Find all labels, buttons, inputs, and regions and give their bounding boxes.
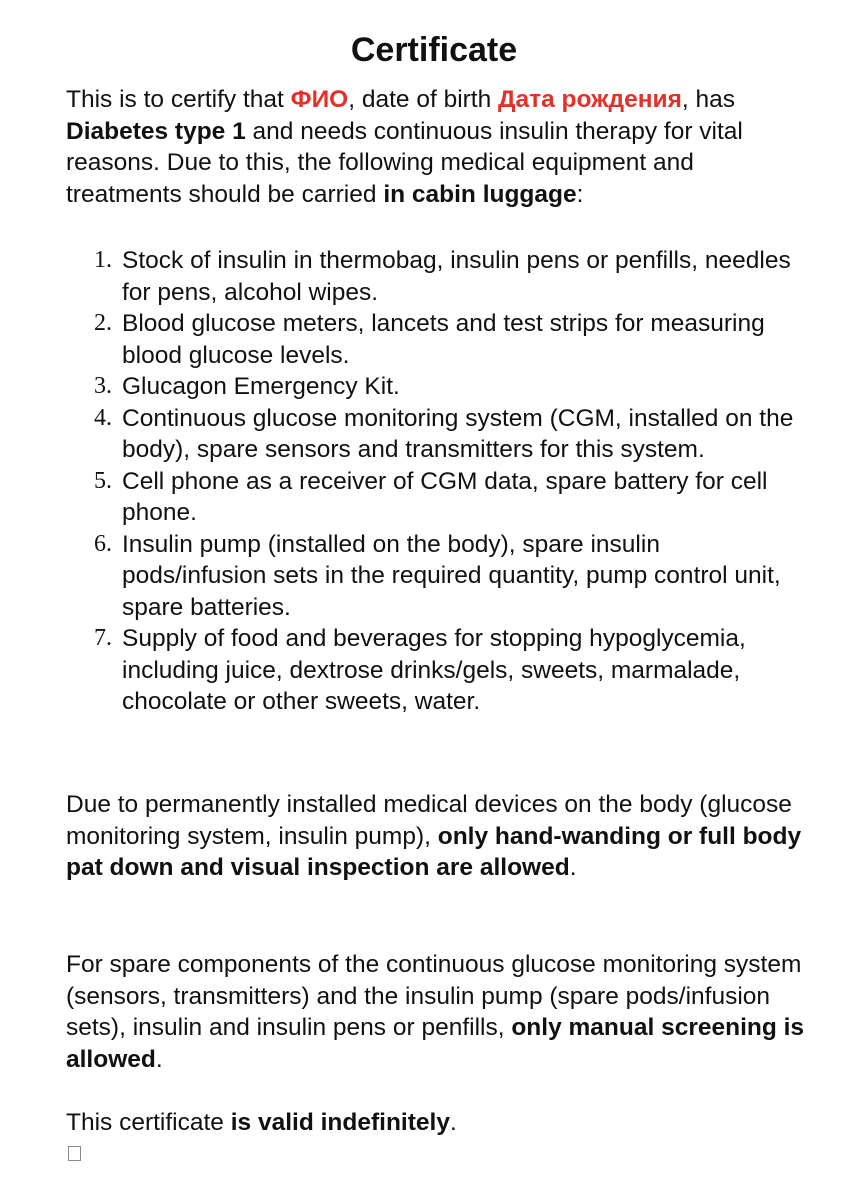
list-item-number: 2. (94, 310, 112, 336)
devices-text: Due to permanently installed medical devices on the body (glucose monitoring system, insulin pump), (66, 791, 792, 850)
devices-emphasis: only hand-wanding or full body pat down and visual inspection are allowed (66, 822, 802, 881)
list-item-number: 1. (94, 247, 112, 273)
list-item-text: Blood glucose meters, lancets and test strips for measuring blood glucose levels. (122, 310, 765, 369)
intro-text: This is to certify that (66, 86, 291, 113)
list-item-number: 7. (94, 625, 112, 651)
validity-paragraph (66, 1107, 806, 1139)
page-title: Certificate (350, 31, 518, 69)
list-item (66, 466, 806, 529)
validity-emphasis: is valid indefinitely (230, 1109, 450, 1136)
intro-text: , date of birth (348, 86, 499, 113)
dob-placeholder: Дата рождения (498, 86, 682, 113)
list-item-text: Insulin pump (installed on the body), spare insulin pods/infusion sets in the required quantity, pump control unit, spare batteries. (122, 530, 781, 621)
diagnosis: Diabetes type 1 (66, 117, 246, 145)
list-item-text: Cell phone as a receiver of CGM data, spare battery for cell phone. (122, 467, 768, 526)
spares-text: . (155, 1045, 163, 1073)
list-item (66, 245, 806, 308)
cabin-luggage: in cabin luggage (383, 180, 577, 208)
list-item (66, 371, 806, 403)
intro-text: and needs continuous insulin therapy for vital reasons. Due to this, the following medical equipment and treatments should be carried (66, 117, 743, 208)
list-item-text: Stock of insulin in thermobag, insulin pens or penfills, needles for pens, alcohol wipes. (122, 247, 791, 306)
list-item-number: 5. (94, 467, 112, 494)
list-item (66, 529, 806, 624)
list-item-text: Supply of food and beverages for stopping hypoglycemia, including juice, dextrose drinks/gels, sweets, marmalade, chocolate or other sweets, water. (122, 625, 746, 715)
spares-emphasis: only manual screening is allowed (66, 1014, 805, 1073)
list-item-text: Continuous glucose monitoring system (CGM, installed on the body), spare sensors and transmitters for this system. (122, 404, 794, 463)
devices-paragraph (66, 789, 806, 884)
list-item-number: 3. (94, 373, 112, 399)
intro-text: : (576, 180, 584, 208)
list-item-number: 4. (94, 404, 112, 431)
intro-text: , has (681, 86, 735, 113)
name-placeholder: ФИО (290, 86, 349, 113)
list-item-number: 6. (94, 530, 112, 557)
spares-text: For spare components of the continuous glucose monitoring system (sensors, transmitters) and the insulin pump (spare pods/infusion sets), insulin and insulin pens or penfills, (66, 951, 802, 1041)
spares-paragraph (66, 949, 806, 1075)
list-item (66, 308, 806, 371)
list-item-text: Glucagon Emergency Kit. (122, 373, 400, 400)
list-item (66, 403, 806, 466)
devices-text: . (569, 854, 577, 881)
validity-text: . (449, 1109, 457, 1136)
intro-paragraph (66, 84, 806, 210)
list-item (66, 623, 806, 718)
validity-text: This certificate (66, 1109, 231, 1136)
checkbox[interactable] (68, 1146, 81, 1161)
equipment-list (66, 245, 806, 718)
